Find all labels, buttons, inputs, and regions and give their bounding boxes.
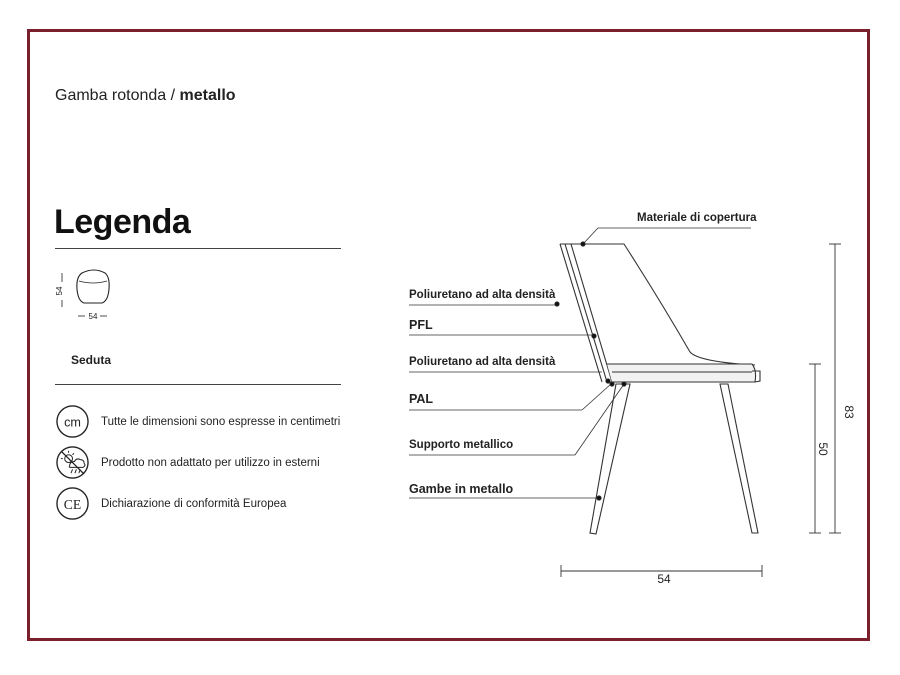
legend-title: Legenda xyxy=(54,203,191,241)
dim-depth-value: 54 xyxy=(657,572,671,586)
heading-material: metallo xyxy=(179,87,236,104)
back-layer-inner xyxy=(571,244,612,382)
dim-seat-height-value: 50 xyxy=(816,442,830,456)
label-pfl: PFL xyxy=(409,318,433,332)
label-pal: PAL xyxy=(409,392,434,406)
note-dimensions-text: Tutte le dimensioni sono espresse in centimetri xyxy=(101,415,341,428)
label-cover-material: Materiale di copertura xyxy=(637,212,757,224)
seat-width-label: 54 xyxy=(88,312,98,321)
seat-depth-label: 54 xyxy=(55,286,64,296)
back-layer-middle xyxy=(565,244,607,382)
back-layer-outer xyxy=(560,244,602,382)
label-foam-seat: Poliuretano ad alta densità xyxy=(409,356,556,368)
rear-leg xyxy=(720,384,758,533)
seat-cushion xyxy=(607,364,756,382)
label-metal-support: Supporto metallico xyxy=(409,439,514,451)
dim-height-value: 83 xyxy=(842,405,856,419)
front-leg xyxy=(590,384,630,534)
ce-badge-text: CE xyxy=(63,496,82,512)
note-outdoor-text: Prodotto non adattato per utilizzo in esterni xyxy=(101,456,320,469)
note-ce-text: Dichiarazione di conformità Europea xyxy=(101,497,287,510)
label-foam-back: Poliuretano ad alta densità xyxy=(409,289,556,301)
heading-prefix: Gamba rotonda / xyxy=(55,87,180,104)
seat-label: Seduta xyxy=(71,353,112,367)
cm-badge-text: cm xyxy=(64,415,81,430)
label-metal-legs: Gambe in metallo xyxy=(409,482,514,496)
